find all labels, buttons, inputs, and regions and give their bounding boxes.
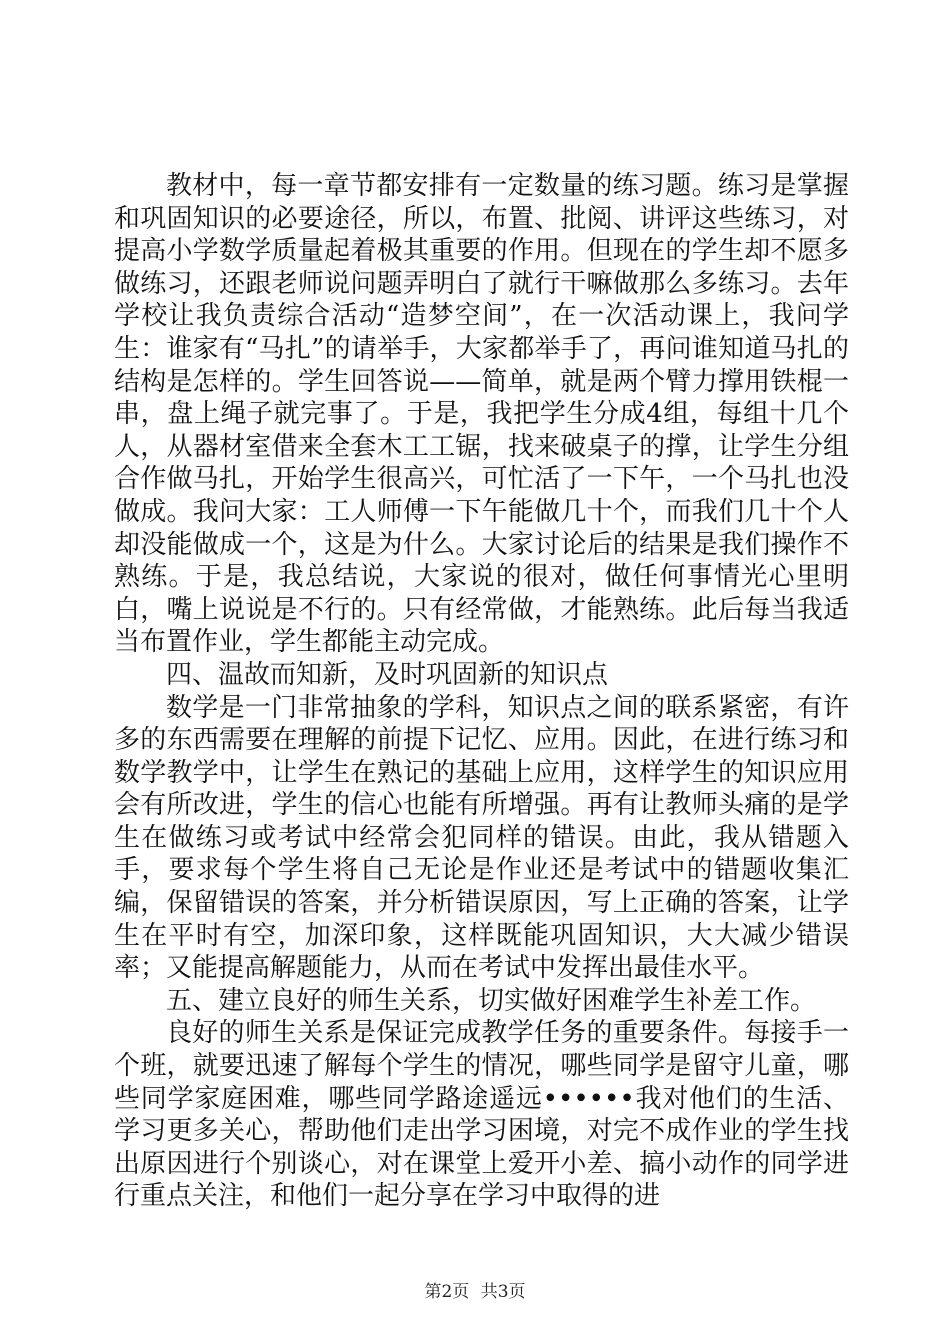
paragraph-relationship: 良好的师生关系是保证完成教学任务的重要条件。每接手一个班，就要迅速了解每个学生的情况，哪些同学是留守儿童，哪些同学家庭困难，哪些同学路途遥远••••••我对他们的生活、学习更多关心，帮助他们走出学习困境，对完不成作业的学生找出原因进行个别谈心，对在课堂上爱开小差、搞小动作的同学进行重点关注，和他们一起分享在学习中取得的进: [114, 1018, 849, 1212]
page-total: 共3页: [480, 1282, 526, 1302]
section-heading-5: 五、建立良好的师生关系，切实做好困难学生补差工作。: [166, 985, 817, 1016]
paragraph-practice: 教材中，每一章节都安排有一定数量的练习题。练习是掌握和巩固知识的必要途径，所以，布置、批阅、讲评这些练习，对提高小学数学质量起着极其重要的作用。但现在的学生却不愿多做练习，还跟老师说问题弄明白了就行干嘛做那么多练习。去年学校让我负责综合活动“造梦空间”，在一次活动课上，我问学生：谁家有“马扎”的请举手，大家都举手了，再问谁知道马扎的结构是怎样的。学生回答说——简单，就是两个臂力撑用铁棍一串，盘上绳子就完事了。于是，我把学生分成4组，每组十几个人，从器材室借来全套木工工锯，找来破桌子的撑，让学生分组合作做马扎，开始学生很高兴，可忙活了一下午，一个马扎也没做成。我问大家：工人师傅一下午能做几十个，而我们几十个人却没能做成一个，这是为什么。大家讨论后的结果是我们操作不熟练。于是，我总结说，大家说的很对，做任何事情光心里明白，嘴上说说是不行的。只有经常做，才能熟练。此后每当我适当布置作业，学生都能主动完成。: [114, 171, 849, 658]
paragraph-review: 数学是一门非常抽象的学科，知识点之间的联系紧密，有许多的东西需要在理解的前提下记忆、应用。因此，在进行练习和数学教学中，让学生在熟记的基础上应用，这样学生的知识应用会有所改进，学生的信心也能有所增强。再有让教师头痛的是学生在做练习或考试中经常会犯同样的错误。由此，我从错题入手，要求每个学生将自己无论是作业还是考试中的错题收集汇编，保留错误的答案，并分析错误原因，写上正确的答案，让学生在平时有空，加深印象，这样既能巩固知识，大大减少错误率；又能提高解题能力，从而在考试中发挥出最佳水平。: [114, 692, 849, 984]
document-body: [114, 170, 849, 1213]
section-heading-4: 四、温故而知新，及时巩固新的知识点: [166, 659, 609, 690]
page-footer: [0, 1277, 950, 1302]
page-number: 第2页: [424, 1282, 470, 1302]
